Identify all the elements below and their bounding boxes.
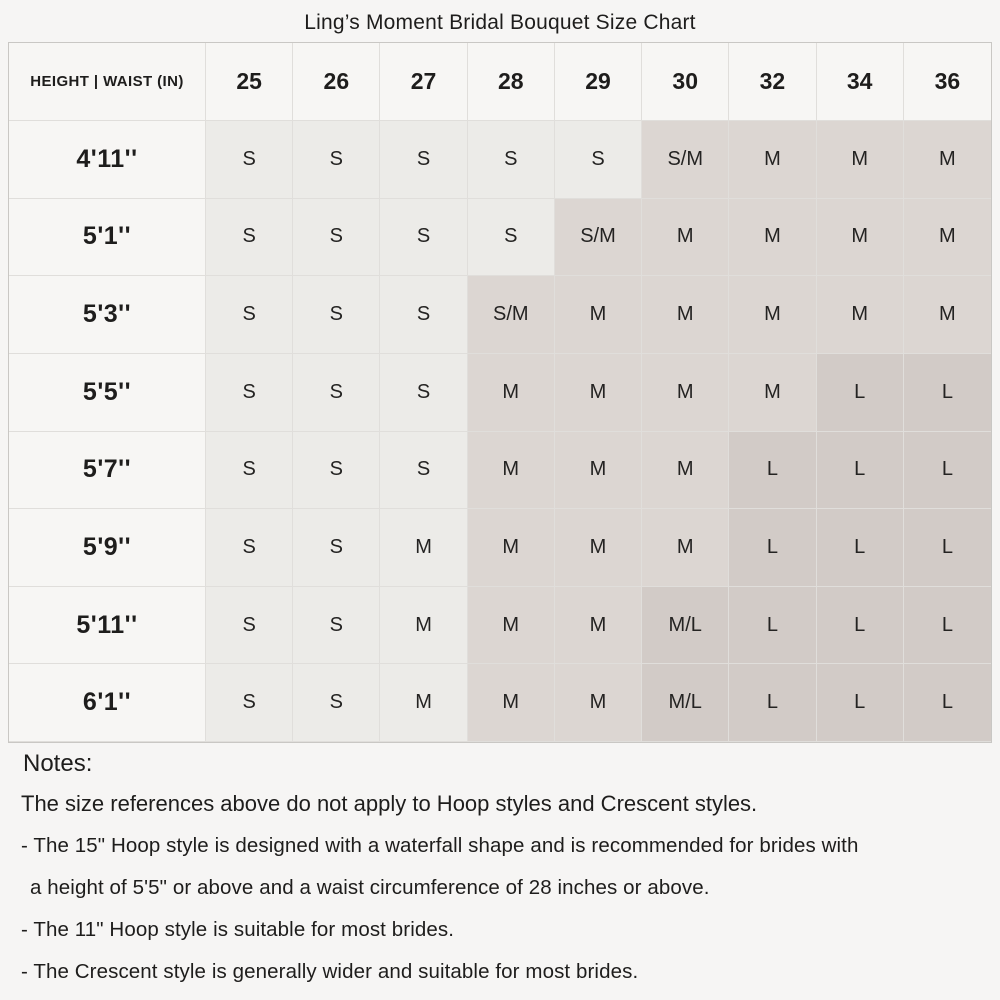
size-cell: M xyxy=(468,587,555,665)
size-cell: M xyxy=(904,276,991,354)
size-cell: M xyxy=(468,354,555,432)
row-label-4: 5'7'' xyxy=(9,432,206,510)
size-cell: L xyxy=(729,664,816,742)
corner-header: HEIGHT | WAIST (IN) xyxy=(9,43,206,121)
column-header-28: 28 xyxy=(468,43,555,121)
size-cell: L xyxy=(729,587,816,665)
size-cell: M xyxy=(817,199,904,277)
size-cell: M xyxy=(642,509,729,587)
size-cell: S xyxy=(293,432,380,510)
size-cell: M xyxy=(642,432,729,510)
size-cell: M xyxy=(380,509,467,587)
size-cell: L xyxy=(904,432,991,510)
size-cell: S xyxy=(293,354,380,432)
size-cell: S xyxy=(380,276,467,354)
size-cell: M xyxy=(380,664,467,742)
size-cell: M xyxy=(555,587,642,665)
size-cell: M xyxy=(555,276,642,354)
size-cell: M xyxy=(642,276,729,354)
size-cell: S xyxy=(468,199,555,277)
note-hoop-11: - The 11" Hoop style is suitable for most brides. xyxy=(21,918,454,941)
column-header-27: 27 xyxy=(380,43,467,121)
size-cell: L xyxy=(817,354,904,432)
page-title: Ling’s Moment Bridal Bouquet Size Chart xyxy=(304,11,696,34)
size-cell: M xyxy=(729,354,816,432)
size-cell: M xyxy=(468,432,555,510)
size-cell: M xyxy=(380,587,467,665)
size-cell: M xyxy=(817,121,904,199)
notes-section xyxy=(21,750,979,1000)
note-hoop-15-continued: a height of 5'5" or above and a waist circumference of 28 inches or above. xyxy=(30,876,710,899)
notes-intro: The size references above do not apply to Hoop styles and Crescent styles. xyxy=(21,791,758,816)
row-label-0: 4'11'' xyxy=(9,121,206,199)
size-cell: M xyxy=(904,121,991,199)
size-cell: L xyxy=(904,354,991,432)
size-cell: S xyxy=(293,664,380,742)
size-cell: S xyxy=(206,121,293,199)
row-label-6: 5'11'' xyxy=(9,587,206,665)
note-crescent: - The Crescent style is generally wider and suitable for most brides. xyxy=(21,960,639,983)
row-label-1: 5'1'' xyxy=(9,199,206,277)
size-cell: M xyxy=(642,199,729,277)
size-cell: M xyxy=(468,664,555,742)
size-cell: S xyxy=(380,432,467,510)
size-cell: M xyxy=(642,354,729,432)
size-cell: M xyxy=(555,432,642,510)
size-cell: S xyxy=(293,509,380,587)
column-header-26: 26 xyxy=(293,43,380,121)
size-cell: M xyxy=(904,199,991,277)
size-cell: M/L xyxy=(642,587,729,665)
row-label-5: 5'9'' xyxy=(9,509,206,587)
size-cell: S xyxy=(293,587,380,665)
size-cell: S xyxy=(206,509,293,587)
size-cell: S xyxy=(206,276,293,354)
row-label-3: 5'5'' xyxy=(9,354,206,432)
size-cell: S/M xyxy=(555,199,642,277)
row-label-2: 5'3'' xyxy=(9,276,206,354)
size-cell: S xyxy=(380,121,467,199)
size-cell: M xyxy=(468,509,555,587)
size-cell: M xyxy=(729,276,816,354)
size-cell: L xyxy=(729,432,816,510)
size-cell: L xyxy=(904,664,991,742)
column-header-25: 25 xyxy=(206,43,293,121)
column-header-36: 36 xyxy=(904,43,991,121)
size-cell: S xyxy=(468,121,555,199)
size-cell: M xyxy=(555,664,642,742)
size-cell: S xyxy=(380,354,467,432)
column-header-30: 30 xyxy=(642,43,729,121)
size-cell: M xyxy=(555,354,642,432)
size-cell: M xyxy=(817,276,904,354)
size-cell: M xyxy=(729,199,816,277)
size-cell: S xyxy=(206,664,293,742)
size-cell: S xyxy=(206,587,293,665)
size-cell: L xyxy=(817,509,904,587)
size-cell: S xyxy=(293,276,380,354)
size-cell: L xyxy=(904,587,991,665)
size-cell: L xyxy=(817,432,904,510)
size-cell: S xyxy=(293,199,380,277)
size-cell: M/L xyxy=(642,664,729,742)
row-label-7: 6'1'' xyxy=(9,664,206,742)
size-cell: M xyxy=(729,121,816,199)
size-cell: S xyxy=(555,121,642,199)
size-cell: S/M xyxy=(642,121,729,199)
size-cell: L xyxy=(904,509,991,587)
size-cell: S xyxy=(206,199,293,277)
size-chart-table xyxy=(8,42,992,743)
size-cell: S/M xyxy=(468,276,555,354)
size-cell: L xyxy=(817,664,904,742)
note-hoop-15: - The 15" Hoop style is designed with a waterfall shape and is recommended for brides with xyxy=(21,834,859,857)
size-cell: S xyxy=(293,121,380,199)
size-cell: M xyxy=(555,509,642,587)
column-header-32: 32 xyxy=(729,43,816,121)
size-cell: L xyxy=(817,587,904,665)
size-cell: S xyxy=(380,199,467,277)
size-cell: S xyxy=(206,354,293,432)
size-cell: L xyxy=(729,509,816,587)
notes-heading: Notes: xyxy=(23,750,93,777)
column-header-29: 29 xyxy=(555,43,642,121)
size-cell: S xyxy=(206,432,293,510)
column-header-34: 34 xyxy=(817,43,904,121)
